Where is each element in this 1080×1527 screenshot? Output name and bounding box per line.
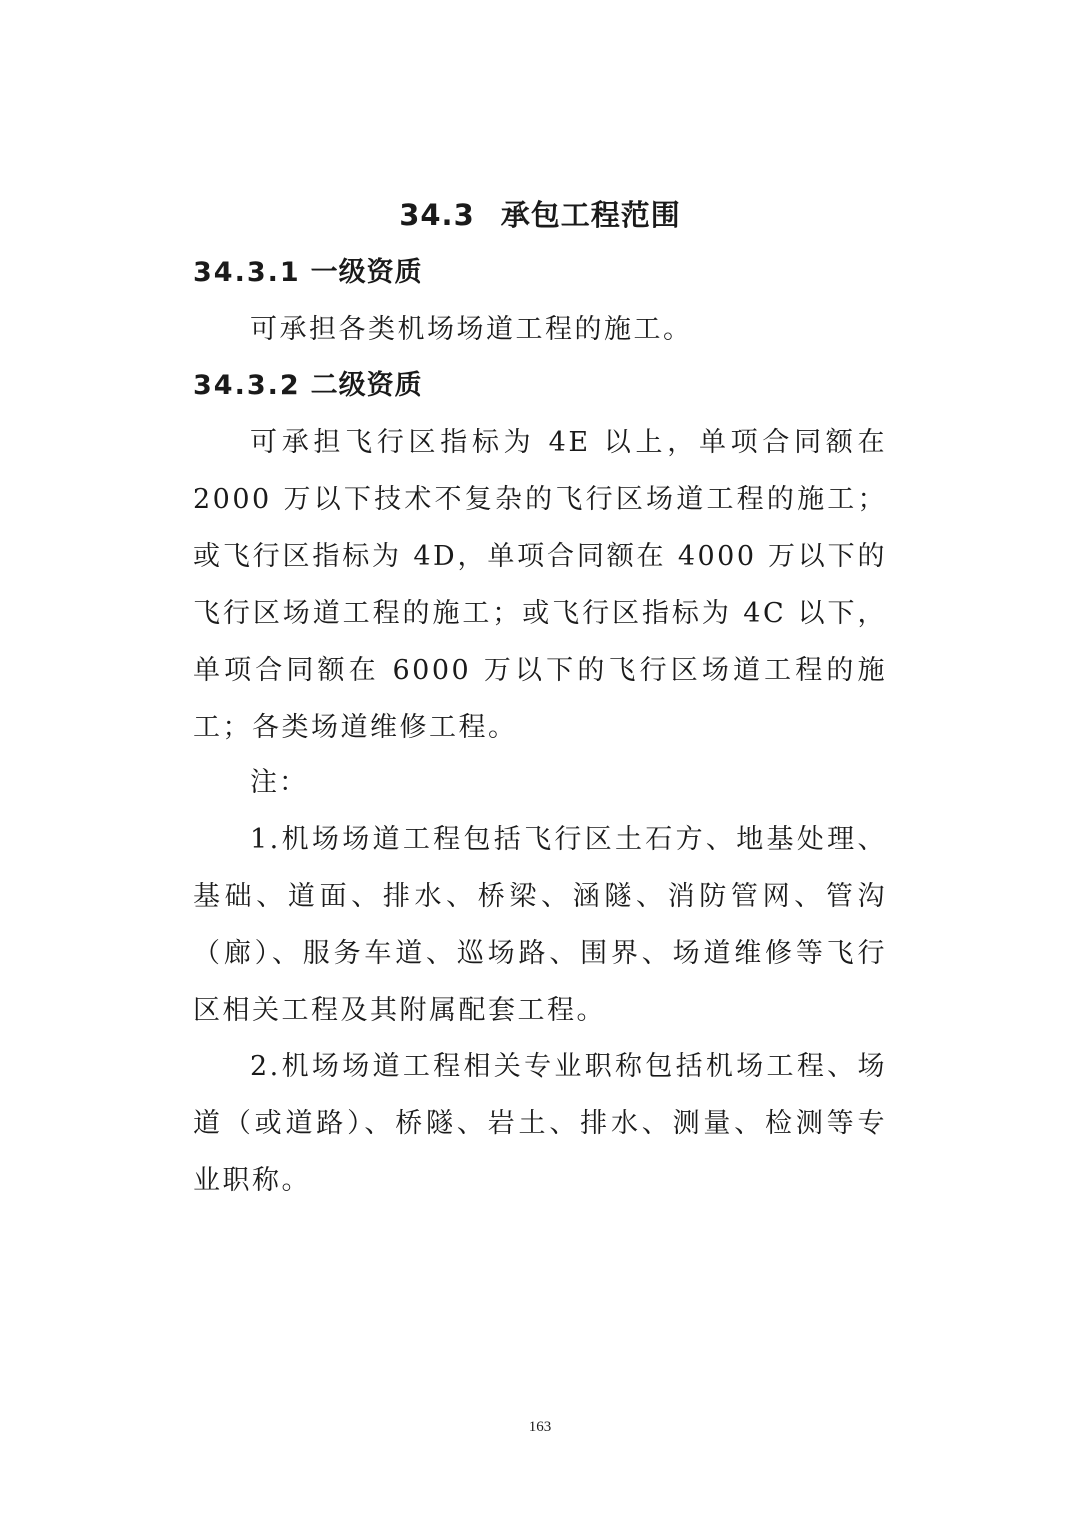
subsection-heading-level-1 [193, 253, 423, 293]
section-title [0, 193, 1080, 237]
section-number: 34.3 [399, 198, 475, 232]
section-title-text: 承包工程范围 [500, 198, 681, 232]
subsection-title: 一级资质 [310, 257, 423, 288]
notes-label: 注： [250, 767, 308, 798]
subsection-title: 二级资质 [310, 370, 423, 401]
page-number: 163 [528, 1419, 552, 1435]
subsection-body-level-2: 可承担飞行区指标为 4E 以上，单项合同额在 2000 万以下技术不复杂的飞行区场道工程的施工；或飞行区指标为 4D，单项合同额在 4000 万以下的飞行区场道工程的施工；或飞行区指标为 4C 以下，单项合同额在 6000 万以下的飞行区场道工程的施工；各类场道维修工程。 [193, 427, 887, 743]
note-item-1: 1.机场场道工程包括飞行区土石方、地基处理、基础、道面、排水、桥梁、涵隧、消防管网、管沟（廊）、服务车道、巡场路、围界、场道维修等飞行区相关工程及其附属配套工程。 [193, 824, 887, 1026]
note-item-2: 2.机场场道工程相关专业职称包括机场工程、场道（或道路）、桥隧、岩土、排水、测量、检测等专业职称。 [193, 1051, 887, 1196]
subsection-body-level-1: 可承担各类机场场道工程的施工。 [250, 314, 693, 345]
subsection-number: 34.3.2 [193, 370, 301, 401]
subsection-heading-level-2 [193, 366, 423, 406]
subsection-number: 34.3.1 [193, 257, 301, 288]
